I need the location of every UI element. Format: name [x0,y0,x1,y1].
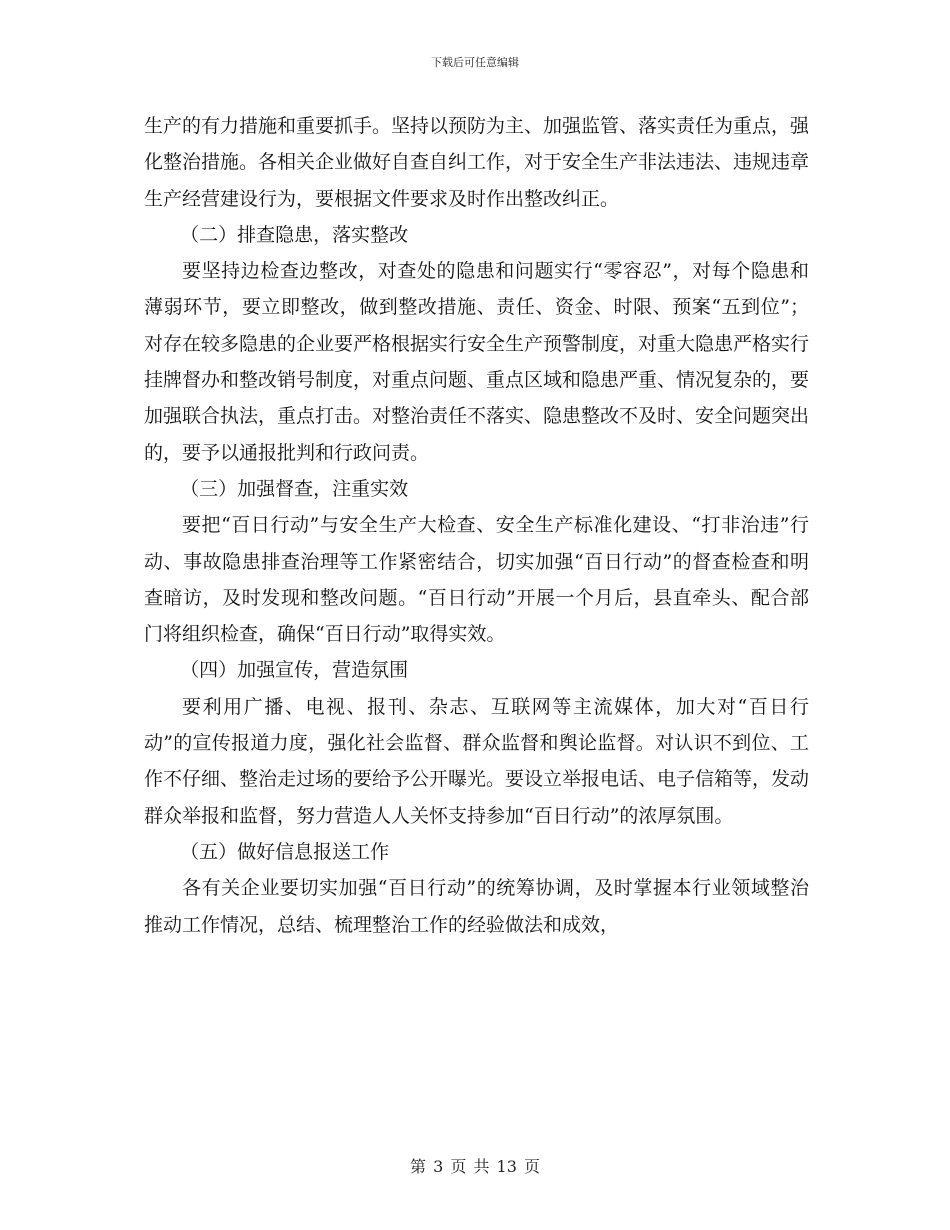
paragraph-supervision: 要把“百日行动”与安全生产大检查、安全生产标准化建设、“打非治违”行动、事故隐患排查治理等工作紧密结合，切实加强“百日行动”的督查检查和明查暗访，及时发现和整改问题。“百日行动”开展一个月后，县直牵头、配合部门将组织检查，确保“百日行动”取得实效。 [144,514,809,646]
page-header-note: 下载后可任意编辑 [431,56,519,69]
paragraph-information-reporting: 各有关企业要切实加强“百日行动”的统筹协调，及时掌握本行业领域整治推动工作情况，总结、梳理整治工作的经验做法和成效， [144,877,809,936]
section-heading-5: （五）做好信息报送工作 [180,840,390,863]
section-heading-4: （四）加强宣传，营造氛围 [180,659,409,682]
section-heading-2: （二）排查隐患，落实整改 [180,223,409,246]
section-heading-3: （三）加强督查，注重实效 [180,477,409,500]
document-body [144,108,809,943]
page-number-footer: 第 3 页 共 13 页 [410,1157,540,1176]
paragraph-publicity: 要利用广播、电视、报刊、杂志、互联网等主流媒体，加大对“百日行动”的宣传报道力度，强化社会监督、群众监督和舆论监督。对认识不到位、工作不仔细、整治走过场的要给予公开曝光。要设立举报电话、电子信箱等，发动群众举报和监督，努力营造人人关怀支持参加“百日行动”的浓厚氛围。 [144,695,810,827]
paragraph-continuation: 生产的有力措施和重要抓手。坚持以预防为主、加强监管、落实责任为重点，强化整治措施。各相关企业做好自查自纠工作，对于安全生产非法违法、违规违章生产经营建设行为，要根据文件要求及时作出整改纠正。 [144,115,810,210]
paragraph-hazard-rectification: 要坚持边检查边整改，对查处的隐患和问题实行“零容忍”，对每个隐患和薄弱环节，要立即整改，做到整改措施、责任、资金、时限、预案“五到位”；对存在较多隐患的企业要严格根据实行安全生产预警制度，对重大隐患严格实行挂牌督办和整改销号制度，对重点问题、重点区域和隐患严重、情况复杂的，要加强联合执法，重点打击。对整治责任不落实、隐患整改不及时、安全问题突出的，要予以通报批判和行政问责。 [144,260,810,464]
